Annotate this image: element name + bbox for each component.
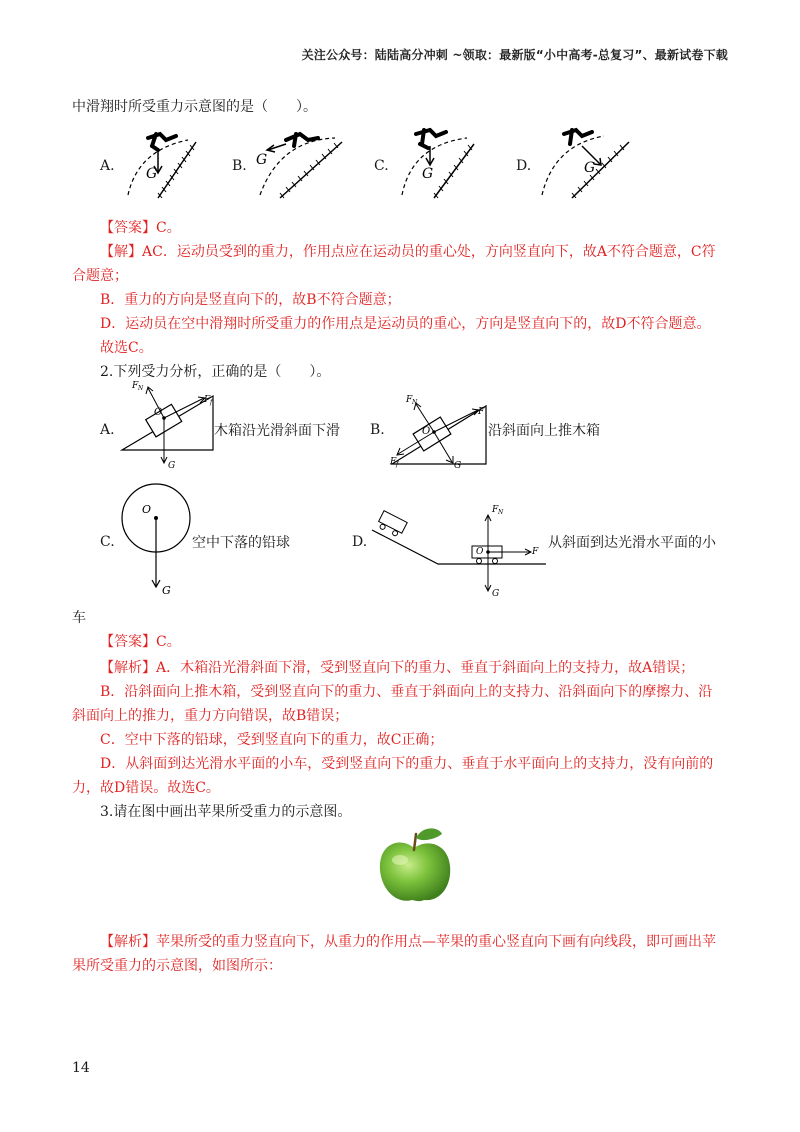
q2-figure-b	[388, 388, 490, 470]
q1-figure-b	[250, 120, 350, 200]
q1-option-b-label: B.	[232, 158, 247, 174]
q1-figure-a	[118, 120, 208, 200]
q1-answer: 【答案】C。	[100, 220, 181, 236]
q2-figure-d	[368, 496, 548, 600]
q2-b-ff-label: F	[390, 457, 397, 467]
q2-analysis-line: C．空中下落的铅球，受到竖直向下的重力，故C正确；	[100, 732, 444, 748]
q2-analysis-line: 斜面向上的推力，重力方向错误，故B错误；	[72, 708, 349, 724]
q2-option-b-caption: 沿斜面向上推木箱	[488, 423, 600, 439]
q1-option-d-label: D.	[516, 158, 532, 174]
q2-option-a-label: A.	[100, 422, 115, 438]
q2-figure-a	[118, 378, 218, 470]
q1-a-force-label: G	[146, 166, 158, 182]
q2-option-d-caption-wrap: 车	[72, 610, 86, 626]
q2-b-g-label: G	[454, 461, 462, 470]
q2-b-ff-sub: f	[396, 461, 399, 468]
q2-a-fn-sub: N	[138, 385, 144, 392]
q1-figure-c	[392, 120, 482, 200]
q2-answer: 【答案】C。	[100, 634, 181, 650]
q2-a-ff-label: F	[204, 395, 211, 405]
q2-c-g-label: G	[162, 584, 171, 597]
q2-option-c-label: C.	[100, 534, 115, 550]
page-number: 14	[72, 1060, 90, 1076]
q2-analysis-line: 【解析】A．木箱沿光滑斜面下滑，受到竖直向下的重力、垂直于斜面向上的支持力，故A错误；	[100, 660, 695, 676]
page-header: 关注公众号：陆陆高分冲刺 ~领取：最新版“小中高考-总复习”、最新试卷下载	[301, 48, 728, 62]
q2-option-c-caption: 空中下落的铅球	[192, 535, 290, 551]
q3-analysis-line: 【解析】苹果所受的重力竖直向下，从重力的作用点—苹果的重心竖直向下画有向线段，即可画出苹	[100, 934, 716, 950]
q1-options	[0, 120, 800, 200]
q2-option-a-caption: 木箱沿光滑斜面下滑	[214, 423, 340, 439]
q2-d-f-label: F	[532, 547, 539, 557]
q2-a-ff-sub: f	[210, 399, 213, 406]
q1-analysis-line: 合题意；	[72, 268, 128, 284]
q2-option-d-label: D.	[352, 534, 368, 550]
q2-option-d-caption: 从斜面到达光滑水平面的小	[548, 535, 716, 551]
q3-stem: 3.请在图中画出苹果所受重力的示意图。	[100, 804, 352, 820]
q2-a-fn-label: F	[132, 381, 139, 391]
q1-analysis-line: D．运动员在空中滑翔时所受重力的作用点是运动员的重心，方向是竖直向下的，故D不符合题意。	[100, 316, 711, 332]
q2-d-fn-sub: N	[498, 509, 504, 516]
q2-option-b-label: B.	[370, 422, 385, 438]
q1-option-c-label: C.	[374, 158, 389, 174]
q1-option-a-label: A.	[100, 158, 115, 174]
q2-d-o-label: O	[476, 547, 484, 557]
q2-d-g-label: G	[492, 589, 500, 599]
q3-analysis-line: 果所受重力的示意图，如图所示：	[72, 958, 282, 974]
q1-c-force-label: G	[422, 166, 434, 182]
q2-stem: 2.下列受力分析，正确的是（ ）。	[100, 364, 331, 380]
q2-analysis-line: 力，故D错误。故选C。	[72, 780, 220, 796]
q2-figure-c	[118, 480, 198, 598]
q1-figure-d	[534, 120, 634, 200]
q2-b-f-label: F	[478, 407, 485, 417]
q1-analysis-line: 【解】AC．运动员受到的重力，作用点应在运动员的重心处，方向竖直向下，故A不符合题意，C符	[100, 244, 716, 260]
q2-b-fn-sub: N	[412, 399, 418, 406]
q1-stem: 中滑翔时所受重力示意图的是（ ）。	[72, 99, 317, 115]
q2-analysis-line: D．从斜面到达光滑水平面的小车，受到竖直向下的重力、垂直于水平面向上的支持力，没有向前的	[100, 756, 714, 772]
q1-analysis-line: B．重力的方向是竖直向下的，故B不符合题意；	[100, 292, 401, 308]
q1-analysis-line: 故选C。	[100, 340, 153, 356]
q2-a-o-label: O	[154, 407, 163, 418]
q2-b-o-label: O	[422, 426, 431, 437]
q2-a-g-label: G	[168, 461, 176, 470]
q1-b-force-label: G	[256, 152, 268, 168]
q1-d-force-label: G	[584, 160, 596, 176]
q2-c-o-label: O	[142, 503, 152, 516]
q2-d-fn-label: F	[492, 505, 499, 515]
q2-analysis-line: B．沿斜面向上推木箱，受到竖直向下的重力、垂直于斜面向上的支持力、沿斜面向下的摩擦力、沿	[100, 684, 713, 700]
q2-b-fn-label: F	[406, 395, 413, 405]
apple-image	[372, 824, 456, 906]
